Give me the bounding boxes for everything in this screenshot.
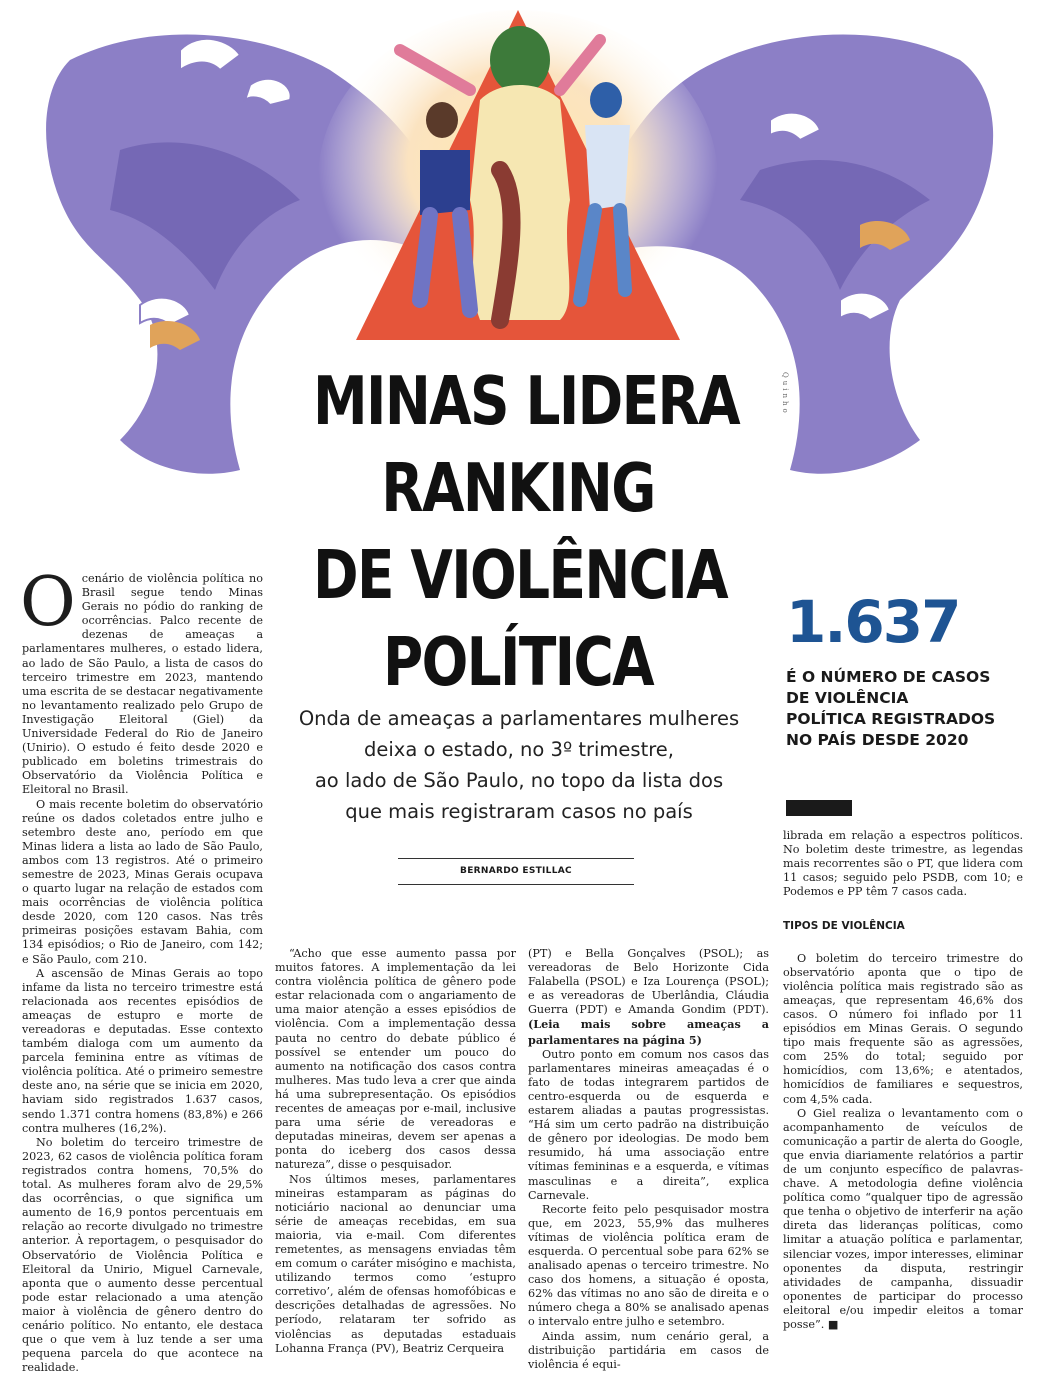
- headline: [313, 358, 740, 706]
- paragraph: Outro ponto em comum nos casos das parlamentares mineiras ameaçadas é o fato de todas integrarem partidos de centro-esquerda ou de esquerda e estarem aliadas a pautas progressistas. “Há sim um certo padrão na distribuição de gênero por ideologias. De modo bem resumido, há uma associação entre vítimas femininas e a esquerda, e vítimas masculinas e a direita”, explica Carnevale.: [528, 1047, 769, 1202]
- byline-rule-top: [398, 858, 634, 859]
- subheadline-line: ao lado de São Paulo, no topo da lista dos: [314, 769, 724, 792]
- illustration-credit: Quinho: [781, 372, 789, 416]
- paragraph: O mais recente boletim do observatório reúne os dados coletados entre julho e setembro deste ano, período em que Minas lidera a lista ao lado de São Paulo, ambos com 13 registros. Até o primeiro semestre de 2023, Minas Gerais ocupava o quarto lugar na relação de estados com mais ocorrências de violência política desde 2020, com 120 casos. Nas três primeiras posições estavam Bahia, com 134 episódios; o Rio de Janeiro, com 142; e São Paulo, com 210.: [22, 797, 263, 966]
- paragraph: Nos últimos meses, parlamentares mineiras estamparam as páginas do noticiário nacional ao denunciar uma série de ameaças recebidas, em sua maioria, via e-mail. Com diferentes remetentes, as mensagens enviadas têm em comum o caráter misógino e machista, utilizando termos como ‘estupro corretivo’, além de ofensas homofóbicas e descrições detalhadas de agressões. No período, relataram ter sofrido as violências as deputadas estaduais Lohanna França (PV), Beatriz Cerqueira: [275, 1172, 516, 1355]
- section-title: TIPOS DE VIOLÊNCIA: [783, 920, 905, 933]
- subheadline-line: deixa o estado, no 3º trimestre,: [363, 738, 674, 761]
- highlight-caption-line: DE VIOLÊNCIA: [786, 689, 909, 707]
- highlight-caption-line: É O NÚMERO DE CASOS: [786, 668, 991, 686]
- paragraph: O boletim do terceiro trimestre do observatório aponta que o tipo de violência política mais registrado são as ameaças, que representam 46,6% dos casos. O número foi inflado por 11 episódios em Minas Gerais. O segundo tipo mais frequente são as agressões, com 25% do total; seguido por homicídios, com 13,6%; e atentados, homicídios de familiares e sequestros, com 4,5% cada.: [783, 951, 1023, 1106]
- headline-line: DE VIOLÊNCIA: [313, 536, 728, 614]
- paragraph: Recorte feito pelo pesquisador mostra que, em 2023, 55,9% das mulheres vítimas de violência política eram de esquerda. O percentual sobe para 62% se analisado apenas o terceiro trimestre. No caso dos homens, a situação é oposta, 62% das vítimas no ano são de direita e o número chega a 80% se analisado apenas o intervalo entre julho e setembro.: [528, 1202, 769, 1329]
- headline-line: POLÍTICA: [382, 623, 654, 701]
- article-column-1: [20, 563, 263, 1375]
- paragraph: O Giel realiza o levantamento com o acompanhamento de veículos de comunicação a partir de alerta do Google, que envia diariamente relatórios a partir de um conjunto específico de palavras-chave. A metodologia define violência política como “qualquer tipo de agressão que tenha o objetivo de interferir na ação direta das lideranças políticas, como limitar a atuação política e parlamentar, silenciar vozes, impor interesses, eliminar oponentes da disputa, restringir atividades de campanha, dissuadir oponentes de participar do processo eleitoral e/ou impedir eleitos a tomar posse”. ■: [783, 1106, 1023, 1331]
- article-column-3: [528, 947, 769, 1372]
- highlight-number: 1.637: [786, 588, 960, 656]
- paragraph: “Acho que esse aumento passa por muitos fatores. A implementação da lei contra violência política de gênero pode estar relacionada com o angariamento de uma maior atenção a esses episódios de violência. Com a implementação dessa pauta no centro do debate público é possível se entender um pouco do aumento na notificação dos casos contra mulheres. Mas tudo leva a crer que ainda há uma subrepresentação. Os episódios recentes de ameaças por e-mail, inclusive para uma série de vereadoras e deputadas mineiras, devem ser apenas a ponta do iceberg dos casos dessa natureza”, disse o pesquisador.: [275, 947, 516, 1172]
- paragraph: (PT) e Bella Gonçalves (PSOL); as vereadoras de Belo Horizonte Cida Falabella (PSOL) e Iza Lourença (PSOL); e as vereadoras de Uberlândia, Cláudia Guerra (PDT) e Amanda Gondim (PDT).: [528, 947, 769, 1017]
- paragraph: Ainda assim, num cenário geral, a distribuição partidária em casos de violência é equi-: [528, 1329, 769, 1371]
- dropcap: O: [20, 563, 76, 642]
- highlight-caption-line: NO PAÍS DESDE 2020: [786, 731, 969, 749]
- decorative-bar: [786, 800, 852, 816]
- article-column-4: [783, 829, 1023, 1332]
- paragraph: cenário de violência política no Brasil segue tendo Minas Gerais no pódio do ranking de ocorrências. Palco recente de dezenas de ameaças a parlamentares mulheres, o estado lidera, ao lado de São Paulo, a lista de casos do terceiro trimestre em 2023, mantendo uma escrita de se destacar negativamente no levantamento realizado pelo Grupo de Investigação Eleitoral (Giel) da Universidade Federal do Rio de Janeiro (Unirio). O estudo é feito desde 2020 e publicado em boletins trimestrais do Observatório da Violência Política e Eleitoral no Brasil.: [22, 572, 263, 797]
- highlight-caption: [786, 667, 1026, 751]
- article-column-2: [275, 947, 516, 1356]
- headline-line: RANKING: [381, 449, 655, 527]
- byline-rule-bottom: [398, 884, 634, 885]
- subheadline-line: Onda de ameaças a parlamentares mulheres: [298, 707, 740, 730]
- byline: BERNARDO ESTILLAC: [460, 866, 572, 876]
- subheadline-line: que mais registraram casos no país: [345, 800, 693, 823]
- cross-reference: (Leia mais sobre ameaças a parlamentares na página 5): [528, 1017, 769, 1047]
- paragraph: No boletim do terceiro trimestre de 2023, 62 casos de violência política foram registrados contra homens, 70,5% do total. As mulheres foram alvo de 29,5% das ocorrências, o que significa um aumento de 16,9 pontos percentuais em relação ao recorte divulgado no trimestre anterior. À reportagem, o pesquisador do Observatório de Violência Política e Eleitoral da Unirio, Miguel Carnevale, aponta que o aumento desse percentual pode estar relacionado a uma atenção maior à violência de gênero dentro do cenário político. No entanto, ele destaca que o que vem à luz tende a ser uma pequena parcela do que acontece na realidade.: [22, 1135, 263, 1375]
- highlight-caption-line: POLÍTICA REGISTRADOS: [786, 710, 996, 728]
- headline-line: MINAS LIDERA: [313, 362, 740, 440]
- subheadline: [288, 703, 750, 827]
- paragraph: A ascensão de Minas Gerais ao topo infame da lista no terceiro trimestre está relacionada aos recentes episódios de ameaças de estupro e morte de vereadoras e deputadas. Esse contexto também dialoga com um aumento da parcela feminina entre as vítimas de violência política. Até o primeiro semestre deste ano, na série que se inicia em 2020, haviam sido registrados 1.637 casos, sendo 1.371 contra homens (83,8%) e 266 contra mulheres (16,2%).: [22, 966, 263, 1135]
- paragraph: librada em relação a espectros políticos. No boletim deste trimestre, as legendas mais recorrentes são o PT, que lidera com 11 casos; seguido pelo PSDB, com 10; e Podemos e PP têm 7 casos cada.: [783, 829, 1023, 899]
